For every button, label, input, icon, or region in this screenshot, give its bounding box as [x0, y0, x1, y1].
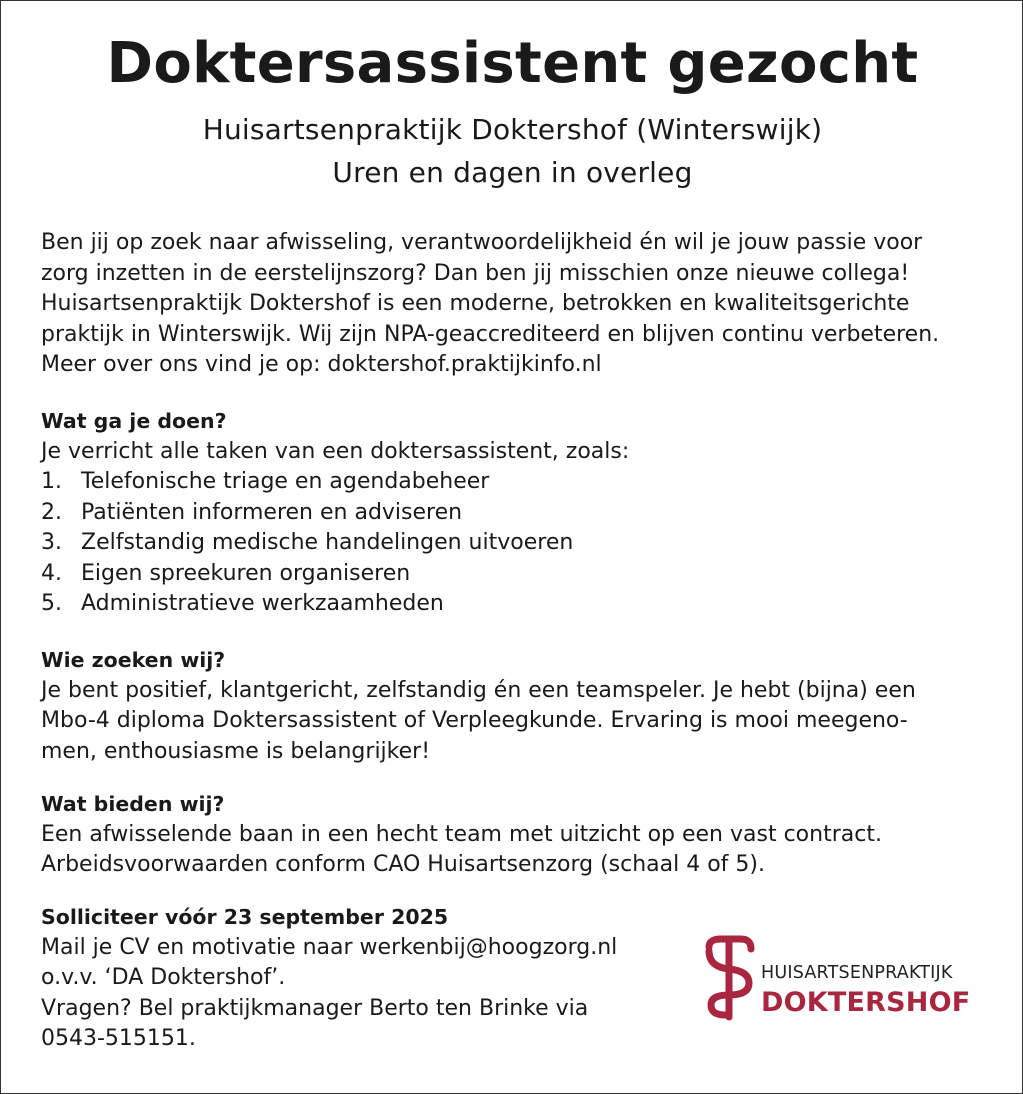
apply-heading: Solliciteer vóór 23 september 2025 [41, 905, 449, 929]
intro-line: praktijk in Winterswijk. Wij zijn NPA-geaccrediteerd en blijven continu verbeteren. [41, 321, 940, 347]
profile-line: Mbo-4 diploma Doktersassistent of Verpleegkunde. Ervaring is mooi meegeno- [41, 708, 908, 733]
task-text: Zelfstandig medische handelingen uitvoeren [81, 530, 574, 555]
task-text: Eigen spreekuren organiseren [81, 560, 411, 586]
task-number: 4. [41, 560, 62, 586]
profile-line: Je bent positief, klantgericht, zelfstandig én een teamspeler. Je hebt (bijna) een [41, 677, 916, 703]
apply-line: o.v.v. ‘DA Doktershof’. [41, 965, 286, 990]
offer-section [41, 789, 882, 881]
task-item [41, 528, 629, 559]
task-item [41, 498, 629, 529]
task-item [41, 559, 629, 590]
page-title: Doktersassistent gezocht [106, 31, 919, 96]
tasks-section [41, 406, 629, 620]
tasks-heading: Wat ga je doen? [41, 409, 227, 433]
apply-line: 0543-515151. [41, 1026, 196, 1051]
intro-paragraph [41, 228, 939, 381]
task-text: Telefonische triage en agendabeheer [81, 469, 490, 494]
intro-line: Huisartsenpraktijk Doktershof is een moderne, betrokken en kwaliteitsgerichte [41, 291, 910, 316]
task-item [41, 467, 629, 498]
logo-line-1: HUISARTSENPRAKTIJK [761, 963, 953, 983]
task-item [41, 589, 629, 620]
tasks-lead: Je verricht alle taken van een doktersassistent, zoals: [41, 438, 630, 464]
task-text: Administratieve werkzaamheden [81, 591, 444, 616]
task-number: 3. [41, 530, 62, 555]
apply-section [41, 902, 617, 1055]
practice-name: Huisartsenpraktijk Doktershof (Winterswijk) [202, 113, 823, 146]
hours-note: Uren en dagen in overleg [332, 156, 693, 189]
caduceus-icon [701, 933, 757, 1023]
offer-line: Arbeidsvoorwaarden conform CAO Huisartsenzorg (schaal 4 of 5). [41, 852, 765, 877]
profile-section [41, 645, 916, 767]
intro-line: Meer over ons vind je op: doktershof.praktijkinfo.nl [41, 352, 602, 377]
profile-heading: Wie zoeken wij? [41, 648, 226, 672]
intro-line: Ben jij op zoek naar afwisseling, verantwoordelijkheid én wil je jouw passie voor [41, 230, 923, 255]
logo-line-2: DOKTERSHOF [761, 987, 971, 1018]
intro-line: zorg inzetten in de eerstelijnszorg? Dan ben jij misschien onze nieuwe collega! [41, 260, 910, 286]
task-text: Patiënten informeren en adviseren [81, 499, 463, 525]
doktershof-logo [701, 933, 991, 1023]
task-number: 5. [41, 591, 62, 616]
apply-line: Mail je CV en motivatie naar werkenbij@hoogzorg.nl [41, 934, 618, 960]
task-number: 1. [41, 469, 62, 494]
offer-heading: Wat bieden wij? [41, 792, 225, 816]
task-number: 2. [41, 499, 62, 525]
profile-line: men, enthousiasme is belangrijker! [41, 738, 431, 764]
offer-line: Een afwisselende baan in een hecht team met uitzicht op een vast contract. [41, 821, 882, 847]
apply-line: Vragen? Bel praktijkmanager Berto ten Brinke via [41, 995, 589, 1021]
